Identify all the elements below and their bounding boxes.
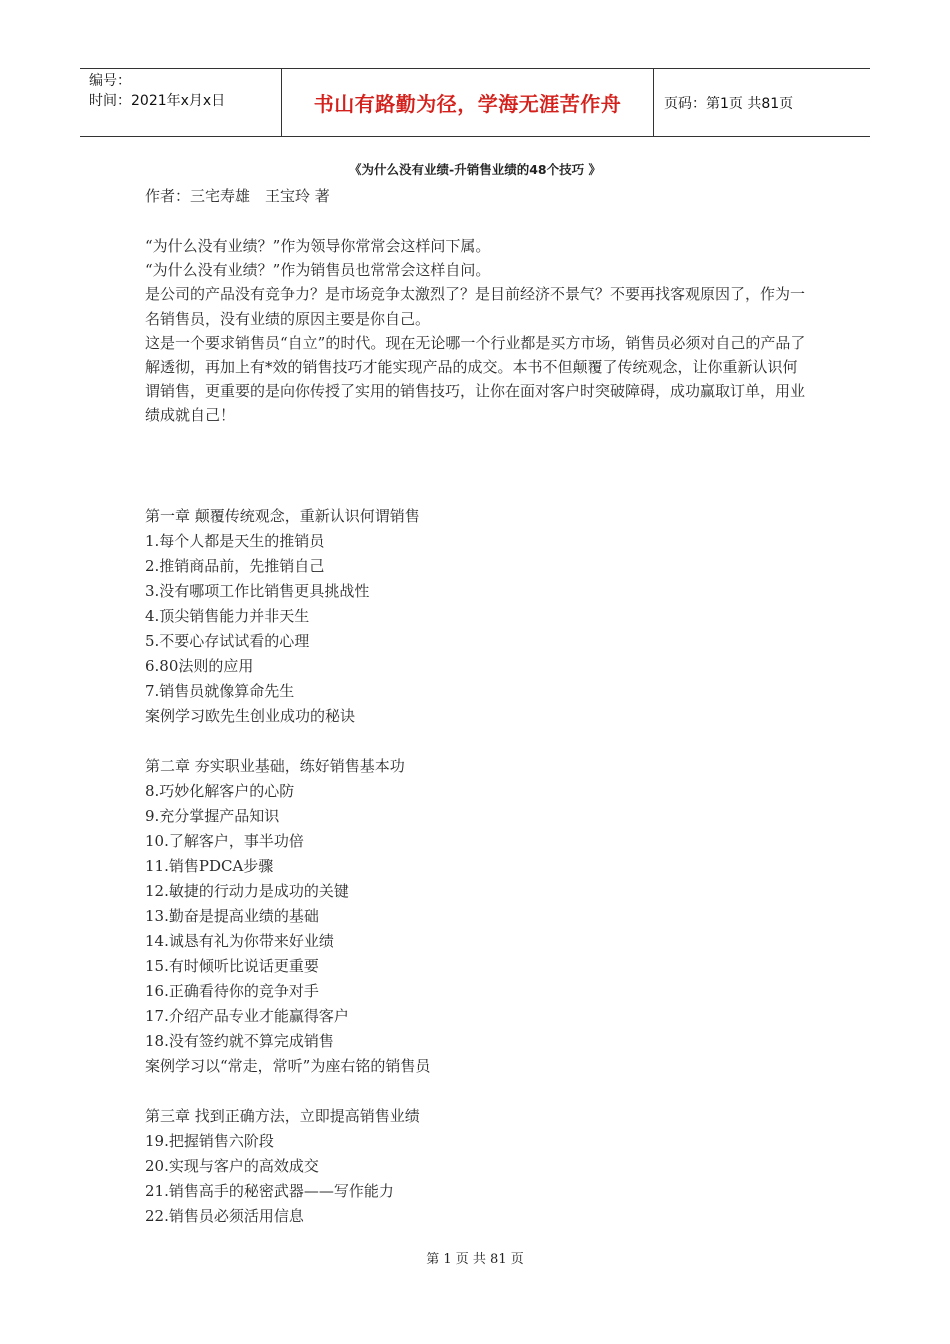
intro-paragraph: “为什么没有业绩？”作为领导你常常会这样问下属。 [145,237,491,255]
intro-paragraph: 这是一个要求销售员“自立”的时代。现在无论哪一个行业都是买方市场，销售员必须对自己的产品了解透彻，再加上有*效的销售技巧才能实现产品的成交。本书不但颠覆了传统观念，让你重新认识何谓销售，更重要的是向你传授了实用的销售技巧，让你在面对客户时突破障碍，成功赢取订单，用业绩成就自己！ [145,333,806,425]
toc-item: 13.勤奋是提高业绩的基础 [145,906,319,925]
toc-item: 3.没有哪项工作比销售更具挑战性 [145,581,370,600]
toc-item: 4.顶尖销售能力并非天生 [145,606,310,625]
page-footer: 第 1 页 共 81 页 [426,1252,524,1267]
toc-item: 18.没有签约就不算完成销售 [145,1031,334,1050]
toc-item: 7.销售员就像算命先生 [145,681,295,700]
toc-item: 15.有时倾听比说话更重要 [145,956,319,975]
toc-item: 16.正确看待你的竞争对手 [145,981,319,1000]
toc-item: 5.不要心存试试看的心理 [145,631,310,650]
toc-item: 20.实现与客户的高效成交 [145,1156,319,1175]
toc-item: 8.巧妙化解客户的心防 [145,781,295,800]
chapter-3 [145,1104,810,1229]
intro-paragraph: “为什么没有业绩？”作为销售员也常常会这样自问。 [145,261,491,280]
chapter-1 [145,504,810,729]
chapter-title: 第一章 颠覆传统观念，重新认识何谓销售 [145,506,420,525]
chapter-2 [145,754,810,1079]
toc-item: 10.了解客户，事半功倍 [145,831,304,850]
header-page-info: 页码：第1页 共81页 [664,95,794,112]
intro-paragraph: 是公司的产品没有竞争力？是市场竞争太激烈了？是目前经济不景气？不要再找客观原因了，作为一名销售员，没有业绩的原因主要是你自己。 [145,285,806,328]
toc-item: 9.充分掌握产品知识 [145,806,280,825]
toc-item: 19.把握销售六阶段 [145,1131,274,1150]
header-motto: 书山有路勤为径，学海无涯苦作舟 [282,69,654,136]
toc-item: 2.推销商品前，先推销自己 [145,556,325,575]
chapter-title: 第二章 夯实职业基础，练好销售基本功 [145,756,405,775]
header-meta [80,69,282,136]
intro-section [145,234,810,428]
document-title: 《为什么没有业绩-升销售业绩的48个技巧 》 [349,162,601,177]
author-line: 作者：三宅寿雄 王宝玲 著 [145,187,330,205]
chapter-title: 第三章 找到正确方法，立即提高销售业绩 [145,1106,420,1125]
case-study: 案例学习欧先生创业成功的秘诀 [145,706,356,725]
document-body [145,184,810,1229]
toc-item: 17.介绍产品专业才能赢得客户 [145,1006,349,1025]
toc-item: 12.敏捷的行动力是成功的关键 [145,881,349,900]
page-header [80,68,870,137]
toc-item: 14.诚恳有礼为你带来好业绩 [145,931,334,950]
toc-item: 11.销售PDCA步骤 [145,856,274,875]
toc-item: 6.80法则的应用 [145,656,254,675]
case-study: 案例学习以“常走，常听”为座右铭的销售员 [145,1056,431,1075]
toc-item: 22.销售员必须活用信息 [145,1206,304,1225]
time-label: 时间：2021年x月x日 [89,93,226,109]
toc-item: 1.每个人都是天生的推销员 [145,531,325,550]
toc-item: 21.销售高手的秘密武器——写作能力 [145,1181,394,1200]
number-label: 编号： [89,73,131,89]
